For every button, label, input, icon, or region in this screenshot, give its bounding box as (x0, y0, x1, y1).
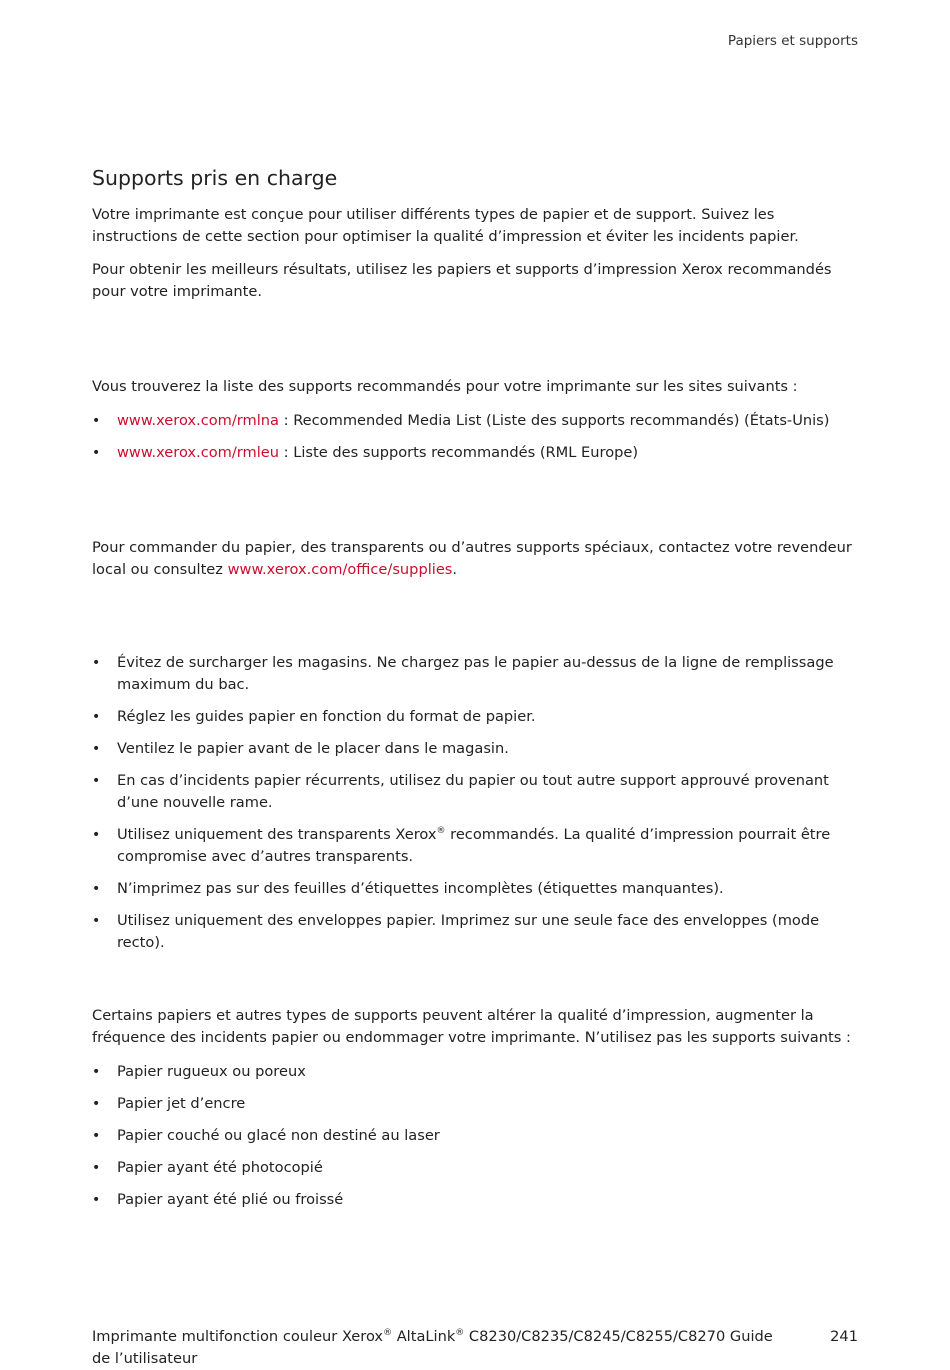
ordering-period: . (452, 561, 458, 578)
registered-mark: ® (383, 1328, 393, 1339)
footer-text-part: AltaLink (392, 1328, 456, 1345)
bullet-icon: • (92, 1192, 101, 1208)
list-item (92, 770, 858, 814)
list-item-text: Papier rugueux ou poreux (117, 1063, 306, 1080)
list-item (92, 738, 858, 760)
bullet-icon: • (92, 741, 101, 757)
ordering-text: Pour commander du papier, des transparents ou d’autres supports spéciaux, contactez votre revendeur local ou consultez (92, 539, 852, 578)
list-item-text: Papier ayant été photocopié (117, 1159, 323, 1176)
running-header: Papiers et supports (727, 33, 858, 49)
list-item-text: En cas d’incidents papier récurrents, utilisez du papier ou tout autre support approuvé provenant d’une nouvelle rame. (117, 772, 829, 811)
bullet-icon: • (92, 445, 101, 461)
list-item-text: Utilisez uniquement des enveloppes papier. Imprimez sur une seule face des enveloppes (mode recto). (117, 912, 820, 951)
page-number: 241 (830, 1328, 858, 1345)
footer-text-part: C8230/C8235/C8245/C8255/C8270 Guide de l’utilisateur (92, 1328, 773, 1367)
guidelines-list (92, 652, 858, 964)
bullet-icon: • (92, 709, 101, 725)
list-item-text: Ventilez le papier avant de le placer dans le magasin. (117, 740, 509, 757)
list-item (92, 1125, 858, 1147)
footer-text-part: Imprimante multifonction couleur Xerox (92, 1328, 384, 1345)
list-item-text: Réglez les guides papier en fonction du format de papier. (117, 708, 536, 725)
list-item-text: : Recommended Media List (Liste des supports recommandés) (États-Unis) (279, 412, 830, 429)
registered-mark: ® (455, 1328, 465, 1339)
rmleu-link[interactable]: www.xerox.com/rmleu (117, 444, 280, 461)
bullet-icon: • (92, 1064, 101, 1080)
avoid-media-list (92, 1061, 858, 1221)
recommendation-paragraph: Pour obtenir les meilleurs résultats, utilisez les papiers et supports d’impression Xerox recommandés pour votre imprimante. (92, 261, 832, 300)
list-item-text: Papier jet d’encre (117, 1095, 246, 1112)
list-item-text: Papier couché ou glacé non destiné au laser (117, 1127, 440, 1144)
list-item-text: N’imprimez pas sur des feuilles d’étiquettes incomplètes (étiquettes manquantes). (117, 880, 724, 897)
list-item (92, 706, 858, 728)
section-title: Supports pris en charge (92, 166, 338, 190)
list-item-text: : Liste des supports recommandés (RML Europe) (279, 444, 639, 461)
list-item (92, 824, 858, 868)
list-item (92, 1189, 858, 1211)
registered-mark: ® (436, 826, 446, 837)
list-item (92, 652, 858, 696)
bullet-icon: • (92, 1128, 101, 1144)
list-item-text: recommandés. La qualité d’impression pourrait être compromise avec d’autres transparents. (117, 826, 831, 865)
bullet-icon: • (92, 773, 101, 789)
supplies-link[interactable]: www.xerox.com/office/supplies (227, 561, 453, 578)
list-item (92, 1157, 858, 1179)
recommended-media-lead: Vous trouverez la liste des supports recommandés pour votre imprimante sur les sites suivants : (92, 378, 798, 395)
bullet-icon: • (92, 827, 101, 843)
list-item (92, 410, 858, 432)
intro-paragraph: Votre imprimante est conçue pour utiliser différents types de papier et de support. Suivez les instructions de cette section pour optimiser la qualité d’impression et éviter les incidents papier. (92, 206, 799, 245)
list-item (92, 1093, 858, 1115)
bullet-icon: • (92, 413, 101, 429)
list-item (92, 878, 858, 900)
list-item-text: Évitez de surcharger les magasins. Ne chargez pas le papier au-dessus de la ligne de remplissage maximum du bac. (117, 654, 834, 693)
list-item (92, 910, 858, 954)
rmlna-link[interactable]: www.xerox.com/rmlna (117, 412, 279, 429)
damage-lead-paragraph: Certains papiers et autres types de supports peuvent altérer la qualité d’impression, augmenter la fréquence des incidents papier ou endommager votre imprimante. N’utilisez pas les supports suivants : (92, 1007, 851, 1046)
bullet-icon: • (92, 1096, 101, 1112)
list-item-text: Utilisez uniquement des transparents Xerox (117, 826, 437, 843)
bullet-icon: • (92, 881, 101, 897)
list-item (92, 1061, 858, 1083)
list-item (92, 442, 858, 464)
ordering-paragraph (92, 537, 858, 581)
footer-title (92, 1326, 792, 1370)
list-item-text: Papier ayant été plié ou froissé (117, 1191, 344, 1208)
bullet-icon: • (92, 655, 101, 671)
recommended-media-list (92, 410, 858, 474)
bullet-icon: • (92, 1160, 101, 1176)
bullet-icon: • (92, 913, 101, 929)
